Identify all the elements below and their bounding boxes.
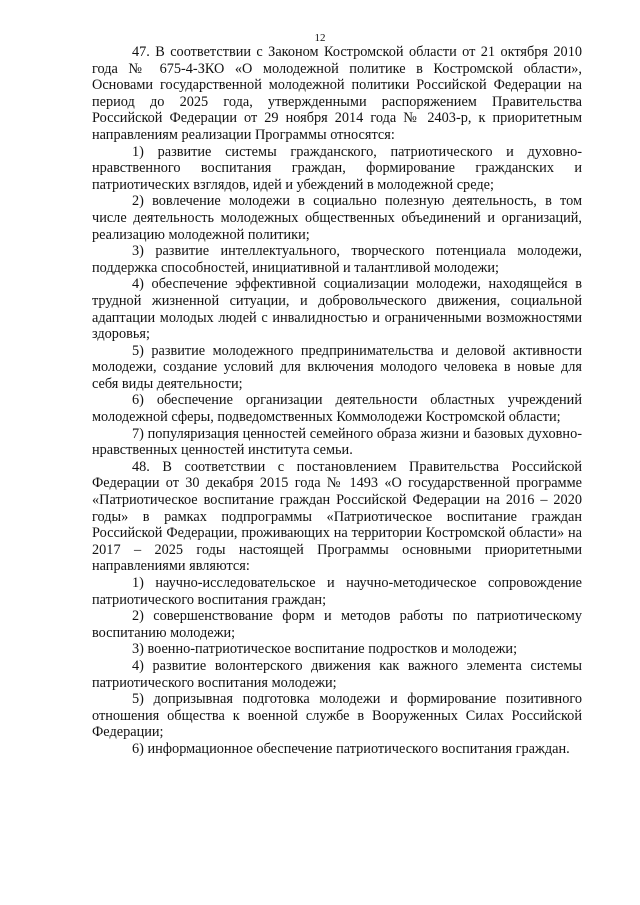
- document-body: [92, 44, 582, 758]
- list-item-47-3: 3) развитие интеллектуального, творческого потенциала молодежи, поддержка способностей, инициативной и талантливой молодежи;: [92, 243, 582, 276]
- list-item-47-7: 7) популяризация ценностей семейного образа жизни и базовых духовно-нравственных ценностей института семьи.: [92, 425, 582, 459]
- page-number: 12: [314, 32, 326, 44]
- paragraph-48-intro: 48. В соответствии с постановлением Правительства Российской Федерации от 30 декабря 2015 года № 1493 «О государственной программе «Патриотическое воспитание граждан Российской Федерации на 2016 – 2020 годы» в рамках подпрограммы «Патриотическое воспитание граждан Российской Федерации, проживающих на территории Костромской области» на 2017 – 2025 годы настоящей Программы основными приоритетными направлениями являются:: [92, 458, 582, 575]
- list-item-47-6: 6) обеспечение организации деятельности областных учреждений молодежной сферы, подведомственных Коммолодежи Костромской области;: [92, 392, 582, 426]
- list-item-47-5: 5) развитие молодежного предпринимательства и деловой активности молодежи, создание условий для включения молодого человека в новые для себя виды деятельности;: [92, 342, 582, 392]
- list-item-48-2: 2) совершенствование форм и методов работы по патриотическому воспитанию молодежи;: [92, 608, 582, 641]
- list-item-48-3: 3) военно-патриотическое воспитание подростков и молодежи;: [132, 641, 518, 658]
- list-item-48-1: 1) научно-исследовательское и научно-методическое сопровождение патриотического воспитания граждан;: [92, 575, 582, 608]
- list-item-48-6: 6) информационное обеспечение патриотического воспитания граждан.: [132, 740, 570, 757]
- list-item-47-2: 2) вовлечение молодежи в социально полезную деятельность, в том числе деятельность молодежных общественных объединений и организаций, реализацию молодежной политики;: [92, 193, 582, 243]
- paragraph-47-intro: 47. В соответствии с Законом Костромской области от 21 октября 2010 года № 675-4-ЗКО «О молодежной политике в Костромской области», Основами государственной молодежной политики Российской Федерации на период до 2025 года, утвержденными распоряжением Правительства Российской Федерации от 29 ноября 2014 года № 2403-р, к приоритетным направлениям реализации Программы относятся:: [92, 44, 582, 143]
- list-item-47-1: 1) развитие системы гражданского, патриотического и духовно-нравственного воспитания граждан, формирование гражданских и патриотических взглядов, идей и убеждений в молодежной среде;: [92, 143, 582, 193]
- list-item-48-5: 5) допризывная подготовка молодежи и формирование позитивного отношения общества к военной службе в Вооруженных Силах Российской Федерации;: [92, 691, 582, 741]
- list-item-48-4: 4) развитие волонтерского движения как важного элемента системы патриотического воспитания молодежи;: [92, 657, 582, 691]
- list-item-47-4: 4) обеспечение эффективной социализации молодежи, находящейся в трудной жизненной ситуации, и добровольческого движения, социальной адаптации молодых людей с инвалидностью и ограниченными возможностями здоровья;: [92, 276, 582, 343]
